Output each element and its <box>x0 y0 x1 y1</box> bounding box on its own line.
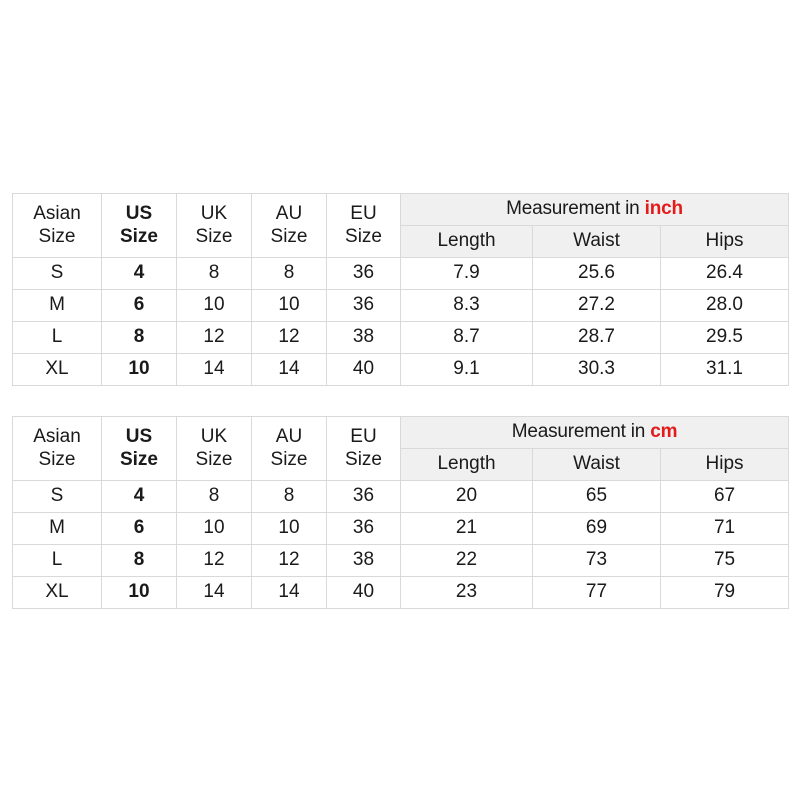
header-us-size: US Size <box>102 417 177 481</box>
cell-length: 21 <box>401 513 533 545</box>
cell-length: 8.3 <box>401 290 533 322</box>
measurement-prefix: Measurement in <box>511 421 651 443</box>
cell-hips: 29.5 <box>661 322 789 354</box>
header-hips: Hips <box>661 449 789 481</box>
cell-us: 6 <box>102 290 177 322</box>
cell-hips: 28.0 <box>661 290 789 322</box>
cell-uk: 14 <box>177 577 252 609</box>
cell-au: 8 <box>252 258 327 290</box>
table-row <box>13 290 789 322</box>
cell-asian: L <box>13 545 102 577</box>
table-row <box>13 545 789 577</box>
cell-length: 9.1 <box>401 354 533 386</box>
cell-uk: 10 <box>177 513 252 545</box>
cell-us: 4 <box>102 481 177 513</box>
cell-length: 7.9 <box>401 258 533 290</box>
cell-hips: 75 <box>661 545 789 577</box>
cell-hips: 26.4 <box>661 258 789 290</box>
cell-au: 10 <box>252 513 327 545</box>
cell-us: 8 <box>102 322 177 354</box>
cell-us: 4 <box>102 258 177 290</box>
cell-waist: 73 <box>533 545 661 577</box>
cell-length: 8.7 <box>401 322 533 354</box>
cell-length: 23 <box>401 577 533 609</box>
cell-us: 8 <box>102 545 177 577</box>
cell-waist: 69 <box>533 513 661 545</box>
size-chart-inch-table <box>12 193 789 386</box>
cell-length: 20 <box>401 481 533 513</box>
cell-hips: 31.1 <box>661 354 789 386</box>
cell-us: 6 <box>102 513 177 545</box>
cell-uk: 12 <box>177 545 252 577</box>
cell-eu: 36 <box>327 513 401 545</box>
cell-waist: 28.7 <box>533 322 661 354</box>
header-measurement-cm <box>401 417 789 449</box>
cell-eu: 40 <box>327 354 401 386</box>
header-uk-size: UK Size <box>177 417 252 481</box>
cell-uk: 8 <box>177 258 252 290</box>
cell-au: 12 <box>252 322 327 354</box>
header-measurement-inch <box>401 194 789 226</box>
cell-asian: S <box>13 481 102 513</box>
cell-eu: 36 <box>327 258 401 290</box>
cell-hips: 67 <box>661 481 789 513</box>
cell-uk: 8 <box>177 481 252 513</box>
cell-uk: 12 <box>177 322 252 354</box>
header-length: Length <box>401 226 533 258</box>
measurement-unit: inch <box>644 198 683 220</box>
header-asian-size: Asian Size <box>13 194 102 258</box>
cell-uk: 14 <box>177 354 252 386</box>
table-row <box>13 481 789 513</box>
measurement-unit: cm <box>650 421 678 443</box>
table-row <box>13 258 789 290</box>
cell-waist: 25.6 <box>533 258 661 290</box>
header-length: Length <box>401 449 533 481</box>
size-chart-cm-table <box>12 416 789 609</box>
header-waist: Waist <box>533 226 661 258</box>
table-row <box>13 354 789 386</box>
cell-eu: 36 <box>327 290 401 322</box>
cell-uk: 10 <box>177 290 252 322</box>
cell-au: 12 <box>252 545 327 577</box>
header-us-size: US Size <box>102 194 177 258</box>
cell-asian: M <box>13 513 102 545</box>
cell-waist: 77 <box>533 577 661 609</box>
header-au-size: AU Size <box>252 194 327 258</box>
header-eu-size: EU Size <box>327 194 401 258</box>
cell-waist: 65 <box>533 481 661 513</box>
cell-eu: 38 <box>327 322 401 354</box>
cell-length: 22 <box>401 545 533 577</box>
table-row <box>13 577 789 609</box>
header-waist: Waist <box>533 449 661 481</box>
cell-waist: 27.2 <box>533 290 661 322</box>
measurement-prefix: Measurement in <box>506 198 645 220</box>
header-asian-size: Asian Size <box>13 417 102 481</box>
cell-asian: XL <box>13 354 102 386</box>
table-row <box>13 513 789 545</box>
table-row <box>13 322 789 354</box>
cell-eu: 38 <box>327 545 401 577</box>
header-eu-size: EU Size <box>327 417 401 481</box>
cell-waist: 30.3 <box>533 354 661 386</box>
cell-hips: 79 <box>661 577 789 609</box>
cell-au: 8 <box>252 481 327 513</box>
cell-au: 10 <box>252 290 327 322</box>
cell-au: 14 <box>252 577 327 609</box>
cell-asian: S <box>13 258 102 290</box>
cell-asian: XL <box>13 577 102 609</box>
cell-hips: 71 <box>661 513 789 545</box>
cell-eu: 40 <box>327 577 401 609</box>
cell-au: 14 <box>252 354 327 386</box>
cell-eu: 36 <box>327 481 401 513</box>
cell-asian: L <box>13 322 102 354</box>
header-au-size: AU Size <box>252 417 327 481</box>
header-hips: Hips <box>661 226 789 258</box>
cell-us: 10 <box>102 354 177 386</box>
cell-us: 10 <box>102 577 177 609</box>
cell-asian: M <box>13 290 102 322</box>
header-uk-size: UK Size <box>177 194 252 258</box>
